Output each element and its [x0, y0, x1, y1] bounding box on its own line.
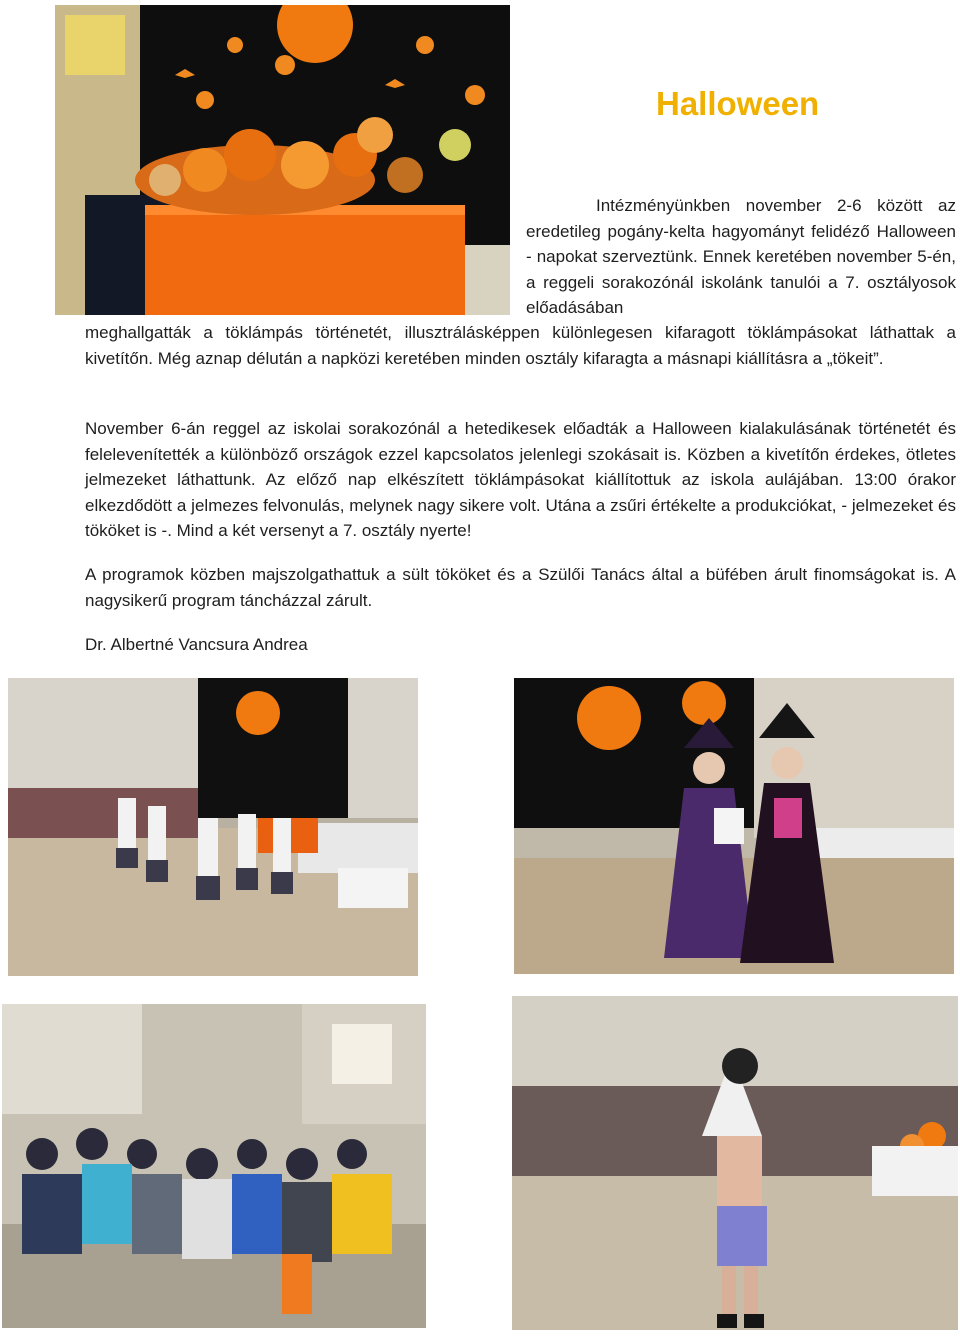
author-signature: Dr. Albertné Vancsura Andrea — [85, 635, 308, 654]
witch-costumes-photo — [514, 678, 954, 974]
pumpkin-display-photo — [55, 5, 510, 315]
student-group-photo — [2, 1004, 426, 1328]
intro-paragraph-rest: meghallgatták a töklámpás történetét, illusztrálásképpen különlegesen kifaragott töklámpásokat láthattak a kivetítőn. Még aznap délután a napközi keretében minden osztály kifaragta a másnapi kiállításra a „tökeit”. — [85, 323, 956, 368]
dancers-photo — [8, 678, 418, 976]
page-title: Halloween — [656, 85, 820, 122]
intro-paragraph-top — [526, 193, 956, 321]
intro-paragraph-top-text: Intézményünkben november 2-6 között az eredetileg pogány-kelta hagyományt felidéző Halloween - napokat szerveztünk. Ennek keretében november 5-én, a reggeli sorakozónál iskolánk tanulói a 7. osztályosok előadásában — [526, 196, 956, 318]
event-paragraph: November 6-án reggel az iskolai sorakozónál a hetedikesek előadták a Halloween kialakulásának történetét és felelevenítették a különböző országok ezzel kapcsolatos jelenlegi szokásait is. Közben a kivetítőn érdekes, ötletes jelmezeket láthattunk. Az előző nap elkészített töklámpásokat kiállítottuk az iskola aulájában. 13:00 órakor elkezdődött a jelmezes felvonulás, melynek nagy sikere volt. Utána a zsűri értékelte a produkciókat, - jelmezeket és tököket is -. Mind a két versenyt a 7. osztály nyerte! — [85, 419, 956, 541]
costume-performer-photo — [512, 996, 958, 1330]
closing-paragraph: A programok közben majszolgathattuk a sült tököket és a Szülői Tanács által a büfében árult finomságokat is. A nagysikerű program táncházzal zárult. — [85, 565, 956, 610]
